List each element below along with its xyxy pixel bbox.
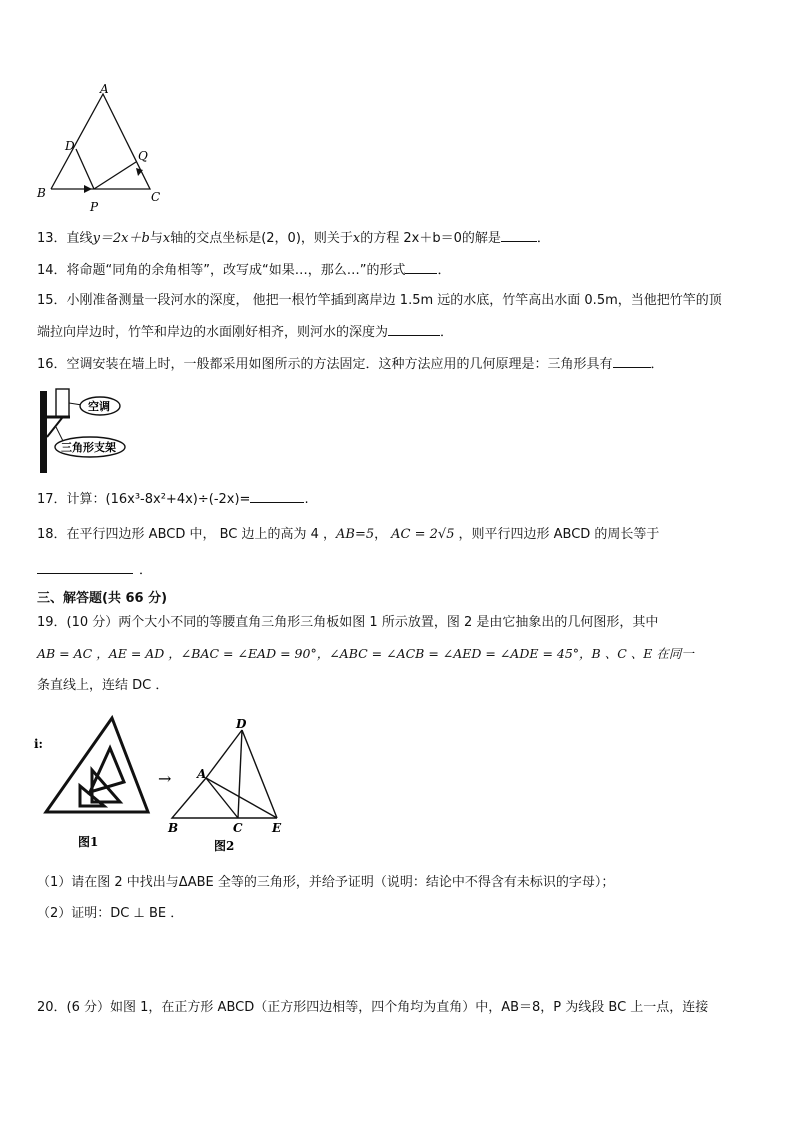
callout-ac-label: 空调: [88, 400, 110, 413]
segment-dp: [76, 149, 94, 189]
triangle-figure-q12: [34, 84, 174, 216]
question-14: 14．将命题“同角的余角相等”，改写成“如果…，那么…”的形式 ．: [37, 263, 451, 278]
question-15-line-2: 端拉向岸边时，竹竿和岸边的水面刚好相齐，则河水的深度为 ．: [37, 325, 454, 340]
wall: [40, 391, 47, 473]
question-19-line-3: 条直线上，连结 DC ．: [37, 678, 169, 693]
air-conditioner-bracket-figure: [36, 385, 136, 475]
label-a: A: [100, 84, 109, 96]
arrow-icon: →: [158, 769, 172, 788]
figure-2-caption: 图2: [214, 839, 235, 853]
arrow-bp: [84, 185, 92, 193]
question-19-line-2: AB = AC ，AE = AD ，∠BAC = ∠EAD = 90°，∠ABC = ∠ACB = ∠AED = ∠ADE = 45°，B 、C 、E 在同一: [37, 646, 694, 661]
answer-blank: [501, 229, 537, 242]
figure-1-set-squares: [46, 718, 148, 812]
question-19-sub-2: （2）证明：DC ⊥ BE ．: [37, 906, 184, 921]
figure-1-caption: 图1: [78, 835, 99, 849]
label-c: C: [233, 821, 243, 835]
question-19-sub-1: （1）请在图 2 中找出与ΔABE 全等的三角形，并给予证明（说明：结论中不得含有未标识的字母）；: [37, 875, 615, 890]
answer-blank: [405, 261, 437, 274]
label-b: B: [168, 821, 179, 835]
air-conditioner-box: [56, 389, 69, 417]
label-b: B: [37, 186, 46, 200]
figure-2-geometry: [172, 730, 277, 818]
answer-blank: [613, 355, 651, 368]
section-title: 三、解答题(共 66 分): [37, 591, 168, 606]
question-16: 16．空调安装在墙上时，一般都采用如图所示的方法固定．这种方法应用的几何原理是：三角形具有 ．: [37, 357, 664, 372]
answer-blank: [37, 561, 133, 574]
question-13: 13．直线y＝2x＋b与x轴的交点坐标是(2，0)，则关于x的方程 2x＋b＝0的解是 ．: [37, 231, 550, 246]
label-c: C: [151, 190, 161, 204]
answer-blank: [250, 490, 304, 503]
label-d: D: [65, 139, 75, 153]
label-d: D: [236, 717, 247, 731]
label-q: Q: [138, 149, 148, 163]
question-20: 20．(6 分）如图 1，在正方形 ABCD（正方形四边相等，四个角均为直角）中，AB＝8，P 为线段 BC 上一点，连接: [37, 1000, 709, 1015]
question-15-line-1: 15．小刚准备测量一段河水的深度， 他把一根竹竿插到离岸边 1.5m 远的水底，竹竿高出水面 0.5m，当他把竹竿的顶: [37, 293, 722, 308]
triangle-figures-q19: [34, 712, 304, 858]
label-p: P: [90, 200, 99, 214]
left-mark: i:: [34, 737, 43, 751]
label-e: E: [272, 821, 282, 835]
callout-bracket-label: 三角形支架: [61, 441, 116, 454]
answer-blank: [388, 323, 440, 336]
question-19-line-1: 19．(10 分）两个大小不同的等腰直角三角形三角板如图 1 所示放置，图 2 是由它抽象出的几何图形，其中: [37, 615, 659, 630]
question-18: 18．在平行四边形 ABCD 中， BC 边上的高为 4 ，AB=5， AC = 2√5 ，则平行四边形 ABCD 的周长等于: [37, 527, 660, 542]
label-a: A: [197, 767, 207, 781]
question-17: 17．计算：(16x³-8x²+4x)÷(-2x)= .: [37, 492, 309, 507]
segment-pq: [94, 162, 136, 189]
question-18-answer: ．: [37, 561, 152, 580]
